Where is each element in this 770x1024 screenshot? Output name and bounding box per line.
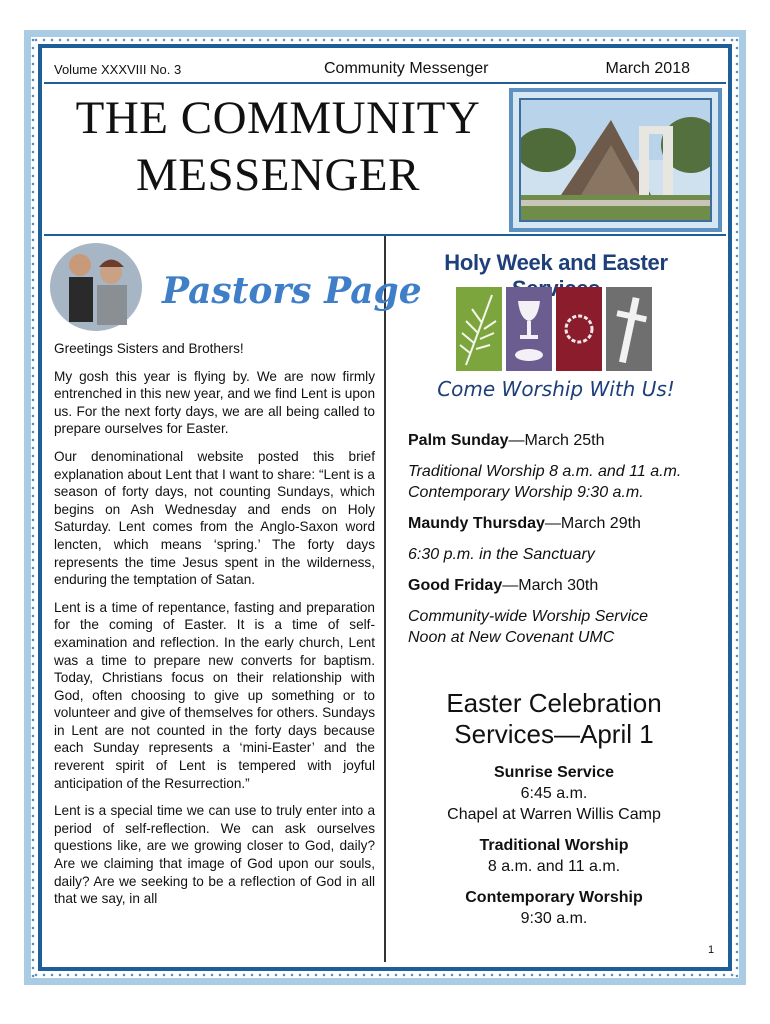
title-line-2: MESSENGER	[136, 149, 420, 201]
contemporary-service	[398, 887, 710, 929]
contemporary-heading: Contemporary Worship	[465, 889, 643, 906]
pastors-photo	[47, 237, 145, 333]
service-day: Good Friday	[408, 577, 503, 594]
sunrise-time: 6:45 a.m.	[520, 785, 588, 802]
pastors-page-heading: Pastors Page	[162, 270, 422, 312]
sunrise-heading: Sunrise Service	[493, 764, 615, 781]
crown-of-thorns-icon	[556, 287, 602, 371]
article-paragraph: My gosh this year is flying by. We are now firmly entrenched in this new year, and we find Lent is upon us. For the next forty days, we are all being called to prepare ourselves for Easter.	[54, 368, 375, 437]
service-day: Palm Sunday	[408, 432, 509, 449]
article-paragraph: Our denominational website posted this brief explanation about Lent that I want to share: “Lent is a season of forty days, not counting Sundays, which begins on Ash Wednesday and ends on Holy Saturday. Lent comes from the Anglo-Saxon word lencten, which means ‘spring.’ The forty days represents the time Jesus spent in the wilderness, enduring the temptation of Satan.	[54, 448, 375, 588]
newsletter-title	[44, 90, 512, 204]
chalice-icon	[506, 287, 552, 371]
service-detail-line: Community-wide Worship Service	[408, 608, 649, 625]
border-dots-top	[32, 36, 738, 44]
traditional-time: 8 a.m. and 11 a.m.	[487, 858, 621, 875]
newsletter-name: Community Messenger	[324, 60, 489, 77]
article-paragraph: Greetings Sisters and Brothers!	[54, 341, 244, 356]
service-details	[408, 544, 720, 565]
cross-icon	[606, 287, 652, 371]
border-dots-right	[733, 36, 741, 979]
holy-week-graphic	[408, 250, 704, 420]
service-day: Maundy Thursday	[408, 515, 545, 532]
service-detail-line: Contemporary Worship 9:30 a.m.	[408, 484, 644, 501]
column-divider	[384, 236, 386, 962]
traditional-service	[398, 835, 710, 877]
service-heading	[408, 513, 720, 534]
sunrise-service	[398, 762, 710, 825]
sunrise-place: Chapel at Warren Willis Camp	[447, 806, 661, 823]
traditional-heading: Traditional Worship	[479, 837, 629, 854]
masthead	[44, 54, 726, 84]
page-number: 1	[708, 944, 715, 956]
service-date: —March 30th	[502, 577, 599, 594]
easter-title-line-1: Easter Celebration	[446, 688, 662, 718]
service-heading	[408, 430, 720, 451]
service-detail-line: Noon at New Covenant UMC	[408, 629, 615, 646]
contemporary-time: 9:30 a.m.	[520, 910, 588, 927]
holy-week-schedule	[408, 430, 720, 658]
service-detail-line: Traditional Worship 8 a.m. and 11 a.m.	[408, 463, 682, 480]
holy-week-graphic-footer: Come Worship With Us!	[437, 377, 675, 401]
palm-icon	[456, 287, 502, 371]
service-details	[408, 606, 720, 648]
border-dots-left	[29, 36, 37, 979]
easter-services	[398, 762, 710, 939]
holy-week-graphic-title: Holy Week and Easter	[444, 250, 668, 275]
article-paragraph: Lent is a special time we can use to truly enter into a period of self-reflection. We can ask ourselves questions like, are we growing closer to God, daily? Are we claiming that image of God upon our souls, daily? Are we seeking to be a reflection of God in all that we say, in all	[54, 803, 375, 907]
service-heading	[408, 575, 720, 596]
issue-date: March 2018	[605, 60, 690, 77]
pastors-article	[54, 340, 375, 918]
border-dots-bottom	[32, 971, 738, 979]
easter-title-line-2: Services—April 1	[454, 719, 654, 749]
volume-label: Volume XXXVIII No. 3	[54, 62, 182, 77]
article-paragraph: Lent is a time of repentance, fasting and preparation for the coming of Easter. It is a time of self-examination and reflection. In the early church, Lent was a time to prepare new converts for baptism. Today, Christians focus on their relationship with God, often choosing to give up something or to volunteer and give of themselves for others. Sundays in Lent are not counted in the forty days because each Sunday represents a ‘mini-Easter’ and the reverent spirit of Lent is tempered with joyful anticipation of the Resurrection.”	[54, 599, 375, 791]
service-date: —March 25th	[508, 432, 605, 449]
service-date: —March 29th	[544, 515, 641, 532]
church-photo	[509, 88, 722, 232]
church-building-image	[521, 100, 712, 222]
title-line-1: THE COMMUNITY	[75, 92, 481, 144]
service-detail-line: 6:30 p.m. in the Sanctuary	[408, 546, 595, 563]
easter-title	[398, 688, 710, 750]
holy-week-icons	[456, 287, 652, 371]
service-details	[408, 461, 720, 503]
